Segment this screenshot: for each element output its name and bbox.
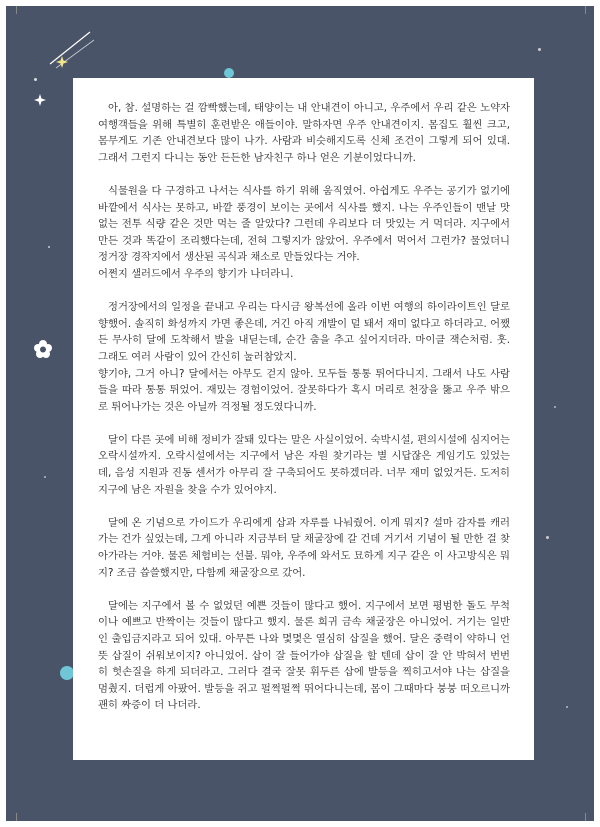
- trim-mark: [16, 813, 17, 821]
- dot-icon: [44, 476, 46, 478]
- story-paragraph: 정거장에서의 일정을 끝내고 우리는 다시금 왕복선에 올라 이번 여행의 하이라이트인 달로 향했어. 솔직히 화성까지 가면 좋은데, 거긴 아직 개발이 덜 돼서 재미 없다고 하더라고. 어쨌든 무사히 달에 도착해서 발을 내딛는데, 순간 춤을 추고 싶어지더라. 마이클 잭슨처럼. 훗. 그래도 여러 사람이 있어 간신히 눌러참았지. 향기야, 그거 아니? 달에서는 아무도 걷지 않아. 모두들 통통 튀어다니지. 그래서 나도 사람들을 따라 통통 튀었어. 재밌는 경험이었어. 잘못하다가 혹시 머리로 천장을 뚫고 우주 밖으로 튀어나가는 것은 아닐까 걱정될 정도였다니까.: [98, 301, 510, 413]
- dot-icon: [34, 78, 37, 81]
- page-background: [6, 6, 594, 821]
- story-paragraph: 달이 다른 곳에 비해 정비가 잘돼 있다는 말은 사실이었어. 숙박시설, 편의시설에 심지어는 오락시설까지. 오락시설에서는 지구에서 남은 자원 찾기라는 별 시답잖은 게임기도 있었는데, 음성 지원과 진동 센서가 아무리 잘 구축되어도 못하겠더라. 너무 재미 없었거든. 도저히 지구에 남은 자원을 찾을 수가 있어야지.: [98, 433, 510, 496]
- sparkle-icon: [56, 56, 68, 68]
- trim-mark: [585, 813, 586, 821]
- story-paragraph: 달에 온 기념으로 가이드가 우리에게 삽과 자루를 나눠줬어. 이게 뭐지? 설마 감자를 캐러 가는 건가 싶었는데, 그게 아니라 지금부터 달 채굴장에 갈 건데 거기서 기념이 될 만한 걸 찾아가라는 거야. 물론 체험비는 선불. 뭐야, 우주에 와서도 묘하게 지구 같은 이 사고방식은 뭐지? 조금 씁쓸했지만, 다함께 채굴장으로 갔어.: [98, 516, 510, 579]
- dot-icon: [224, 68, 234, 78]
- dot-icon: [546, 536, 549, 539]
- story-paragraph: 달에는 지구에서 볼 수 없었던 예쁜 것들이 많다고 했어. 지구에서 보면 평범한 돌도 무척이나 예쁘고 반짝이는 것들이 많다고 했지. 물론 희귀 금속 채굴장은 아니었어. 거기는 일반인 출입금지라고 되어 있대. 아무튼 나와 몇몇은 열심히 삽질을 했어. 달은 중력이 약하니 언뜻 삽질이 쉬워보이지? 아니었어. 삽이 잘 들어가야 삽질을 할 텐데 삽이 잘 안 박혀서 번번히 헛손질을 하게 되더라고. 그러다 결국 잘못 휘두른 삽에 발등을 찍히고서야 나는 삽질을 멈췄지. 더럽게 아팠어. 발등을 쥐고 펄쩍펄쩍 뛰어다니는데, 몸이 그때마다 붕붕 떠오르니까 괜히 짜증이 더 나더라.: [98, 599, 510, 712]
- dot-icon: [566, 706, 568, 708]
- story-paragraph: 아, 참. 설명하는 걸 깜빡했는데, 태양이는 내 안내견이 아니고, 우주에서 우리 같은 노약자 여행객들을 위해 특별히 훈련받은 애들이야. 말하자면 우주 안내견이지. 몸집도 훨씬 크고, 몸무게도 기존 안내견보다 많이 나가. 사람과 비슷해지도록 신체 조건이 그렇게 되어 있대. 그래서 그런지 다니는 동안 든든한 남자친구 하나 얻은 기분이었다니까.: [98, 102, 510, 164]
- story-body: [98, 100, 510, 731]
- story-paragraph: 식물원을 다 구경하고 나서는 식사를 하기 위해 움직였어. 아쉽게도 우주는 공기가 없기에 바깥에서 식사는 못하고, 바깥 풍경이 보이는 곳에서 식사를 했지. 나는 우주인들이 맨날 맛없는 전투 식량 같은 것만 먹는 줄 알았다? 그런데 우리보다 더 맛있는 거 먹더라. 지구에서 만든 것과 똑같이 조리했다는데, 전혀 그렇지가 않았어. 우주에서 먹어서 그런가? 물었더니 정거장 경작지에서 생산된 곡식과 채소로 만들었다는 거야. 어쩐지 샐러드에서 우주의 향기가 나더라니.: [98, 184, 510, 280]
- content-sheet: [73, 78, 534, 760]
- flower-star-icon: [34, 340, 52, 358]
- dot-icon: [60, 666, 74, 680]
- dot-icon: [554, 406, 556, 408]
- dot-icon: [48, 246, 50, 248]
- dot-icon: [538, 48, 541, 51]
- trim-mark: [16, 6, 17, 14]
- trim-mark: [585, 6, 586, 14]
- sparkle-icon: [34, 94, 46, 106]
